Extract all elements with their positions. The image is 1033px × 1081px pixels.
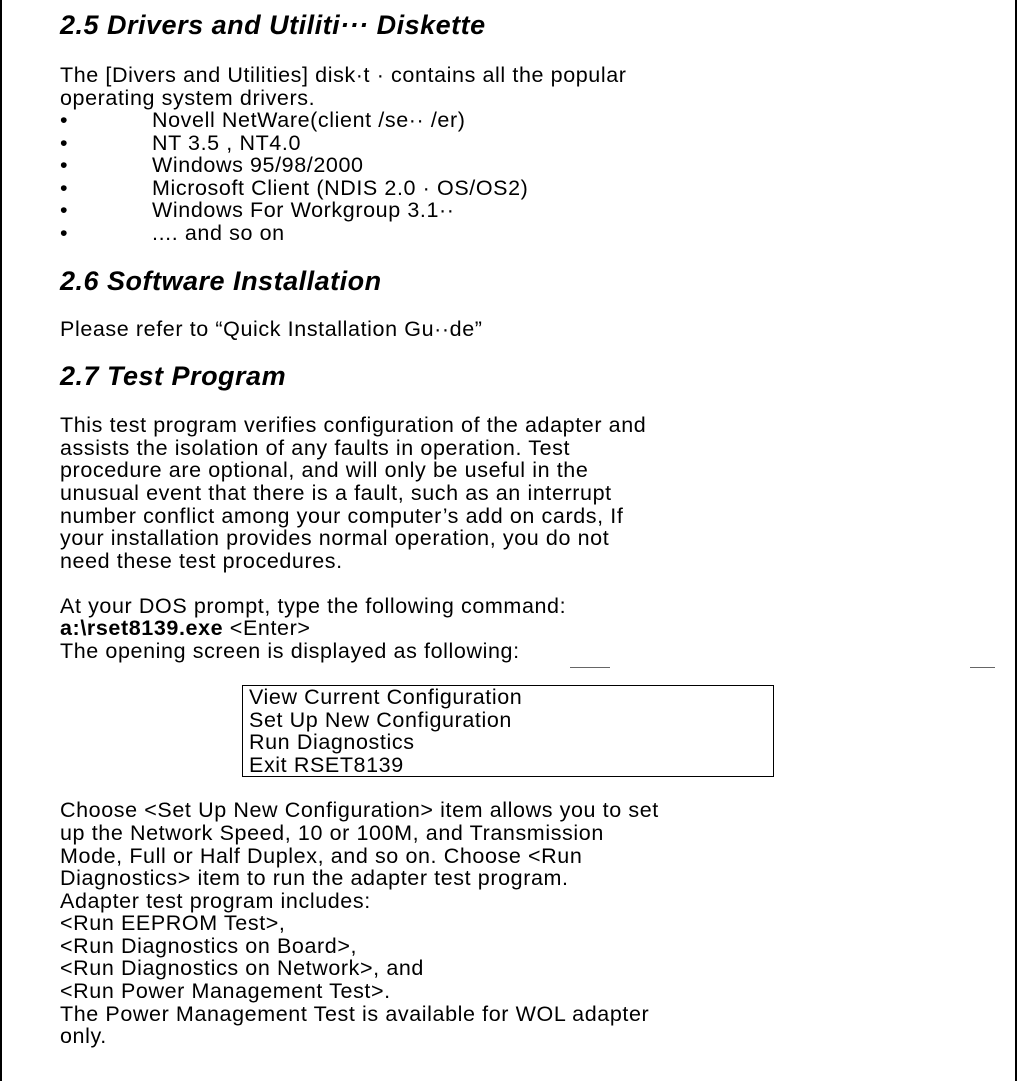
command-suffix: <Enter> bbox=[223, 616, 311, 640]
test-para2-line: <Run Power Management Test>. bbox=[60, 979, 391, 1003]
command-line bbox=[60, 617, 311, 640]
test-para2-line: only. bbox=[60, 1024, 107, 1048]
heading-drivers: 2.5 Drivers and Utiliti··· Diskette bbox=[60, 10, 486, 40]
test-para2-line: <Run Diagnostics on Network>, and bbox=[60, 956, 424, 980]
test-para1-line: your installation provides normal operation, you do not bbox=[60, 526, 610, 550]
bullet-icon: • bbox=[60, 153, 69, 178]
test-para1-line: assists the isolation of any faults in operation. Test bbox=[60, 436, 571, 460]
bullet-icon: • bbox=[60, 175, 69, 200]
test-para2-line: <Run EEPROM Test>, bbox=[60, 911, 286, 935]
command-text: a:\rset8139.exe bbox=[60, 616, 224, 640]
menu-item-exit[interactable]: Exit RSET8139 bbox=[249, 752, 404, 777]
test-para2-line: Adapter test program includes: bbox=[60, 889, 371, 913]
test-para1-line: procedure are optional, and will only be useful in the bbox=[60, 458, 589, 482]
test-para1-line: need these test procedures. bbox=[60, 549, 343, 573]
software-installation-text: Please refer to “Quick Installation Gu··de” bbox=[60, 317, 483, 341]
opening-screen-line: The opening screen is displayed as following: bbox=[60, 639, 520, 663]
test-para2-line: The Power Management Test is available for WOL adapter bbox=[60, 1002, 650, 1026]
menu-item-view-current-configuration[interactable]: View Current Configuration bbox=[249, 685, 523, 709]
test-para2-line: <Run Diagnostics on Board>, bbox=[60, 934, 358, 958]
test-para2-line: Choose <Set Up New Configuration> item allows you to set bbox=[60, 798, 659, 822]
test-para2-line: Diagnostics> item to run the adapter test program. bbox=[60, 866, 569, 890]
test-para2-line: up the Network Speed, 10 or 100M, and Transmission bbox=[60, 821, 604, 845]
drivers-intro-line2: operating system drivers. bbox=[60, 86, 316, 110]
heading-software-installation: 2.6 Software Installation bbox=[60, 266, 382, 296]
test-para1-line: unusual event that there is a fault, such as an interrupt bbox=[60, 481, 612, 505]
bullet-icon: • bbox=[60, 108, 69, 132]
heading-test-program: 2.7 Test Program bbox=[60, 361, 287, 391]
dos-prompt-line: At your DOS prompt, type the following command: bbox=[60, 594, 567, 618]
test-para1-line: This test program verifies configuration of the adapter and bbox=[60, 413, 647, 437]
scan-artifact bbox=[970, 667, 995, 668]
bullet-icon: • bbox=[60, 198, 69, 223]
test-para1-line: number conflict among your computer’s add on cards, If bbox=[60, 504, 624, 528]
bullet-icon: • bbox=[60, 130, 69, 155]
opening-screen-menu bbox=[242, 685, 774, 777]
bullet-icon: • bbox=[60, 220, 69, 245]
menu-item-set-up-new-configuration[interactable]: Set Up New Configuration bbox=[249, 707, 512, 732]
scan-artifact bbox=[570, 667, 610, 668]
drivers-intro-line1: The [Divers and Utilities] disk·t · contains all the popular bbox=[60, 63, 627, 87]
menu-item-run-diagnostics[interactable]: Run Diagnostics bbox=[249, 730, 415, 755]
test-para2-line: Mode, Full or Half Duplex, and so on. Choose <Run bbox=[60, 844, 583, 868]
